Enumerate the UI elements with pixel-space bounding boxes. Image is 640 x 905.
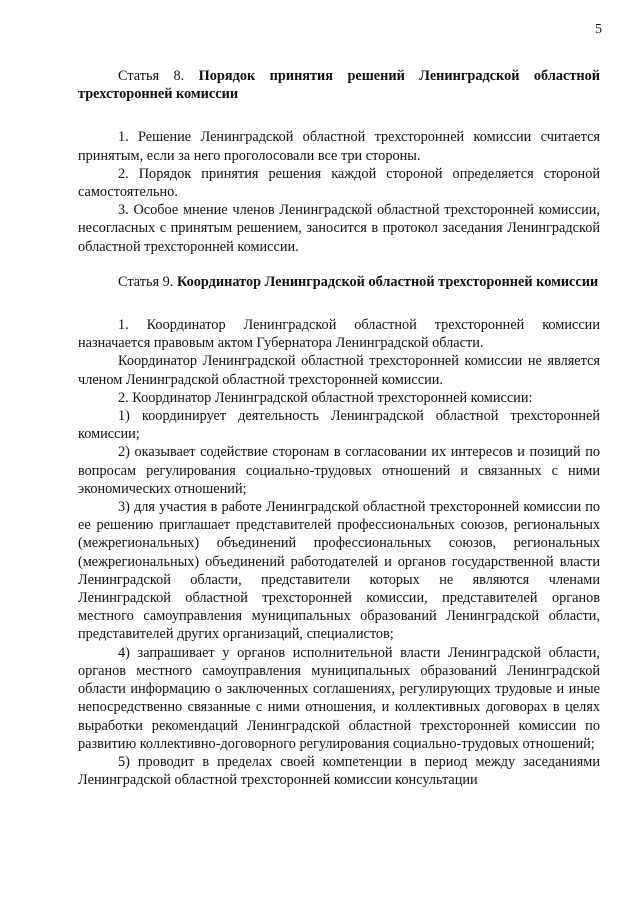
article-9-heading bbox=[78, 273, 600, 291]
article-9-paragraph: Координатор Ленинградской областной трехсторонней комиссии не является членом Ленинградской областной трехсторонней комиссии. bbox=[78, 353, 600, 388]
article-9-list-item: 5) проводит в пределах своей компетенции в период между заседаниями Ленинградской областной трехсторонней комиссии консультации bbox=[78, 753, 600, 789]
article-8-paragraph: 2. Порядок принятия решения каждой стороной определяется стороной самостоятельно. bbox=[78, 165, 600, 201]
page-number: 5 bbox=[595, 22, 602, 37]
article-9-paragraph: 1. Координатор Ленинградской областной трехсторонней комиссии назначается правовым актом Губернатора Ленинградской области. bbox=[78, 317, 600, 352]
article-9-list-item: 3) для участия в работе Ленинградской областной трехсторонней комиссии по ее решению приглашает представителей профессиональных союзов, региональных (межрегиональных) объединений профессиональных союзов, региональных (межрегиональных) объединений работодателей и органов государственной власти Ленинградской области, представители которых не являются членами Ленинградской областной трехсторонней комиссии, представителей органов местного самоуправления муниципальных образований Ленинградской области, представителей других организаций, специалистов; bbox=[78, 499, 600, 643]
article-9-list-item: 2) оказывает содействие сторонам в согласовании их интересов и позиций по вопросам регулирования социально-трудовых отношений и связанных с ними экономических отношений; bbox=[78, 444, 600, 497]
article-9-list-item: 1) координирует деятельность Ленинградской областной трехсторонней комиссии; bbox=[78, 408, 600, 443]
article-8-heading bbox=[78, 67, 600, 103]
article-8-paragraph: 1. Решение Ленинградской областной трехсторонней комиссии считается принятым, если за него проголосовали все три стороны. bbox=[78, 129, 600, 164]
article-9-list-item: 4) запрашивает у органов исполнительной власти Ленинградской области, органов местного самоуправления муниципальных образований Ленинградской области информацию о заключенных соглашениях, регулирующих трудовые и иные непосредственно связанные с ними отношения, и коллективных договорах в целях выработки рекомендаций Ленинградской областной трехсторонней комиссии по развитию коллективно-договорного регулирования социально-трудовых отношений; bbox=[78, 644, 600, 752]
article-8-title: Порядок принятия решений Ленинградской областной трехсторонней комиссии bbox=[78, 68, 601, 103]
article-9-paragraph: 2. Координатор Ленинградской областной трехсторонней комиссии: bbox=[118, 389, 533, 406]
article-9-label: Статья 9. bbox=[118, 273, 174, 290]
article-8-label: Статья 8. bbox=[118, 68, 185, 84]
article-9-title: Координатор Ленинградской областной трехсторонней комиссии bbox=[176, 273, 599, 290]
document-body bbox=[78, 67, 600, 789]
article-8-paragraph: 3. Особое мнение членов Ленинградской областной трехсторонней комиссии, несогласных с принятым решением, заносится в протокол заседания Ленинградской областной трехсторонней комиссии. bbox=[78, 202, 600, 255]
